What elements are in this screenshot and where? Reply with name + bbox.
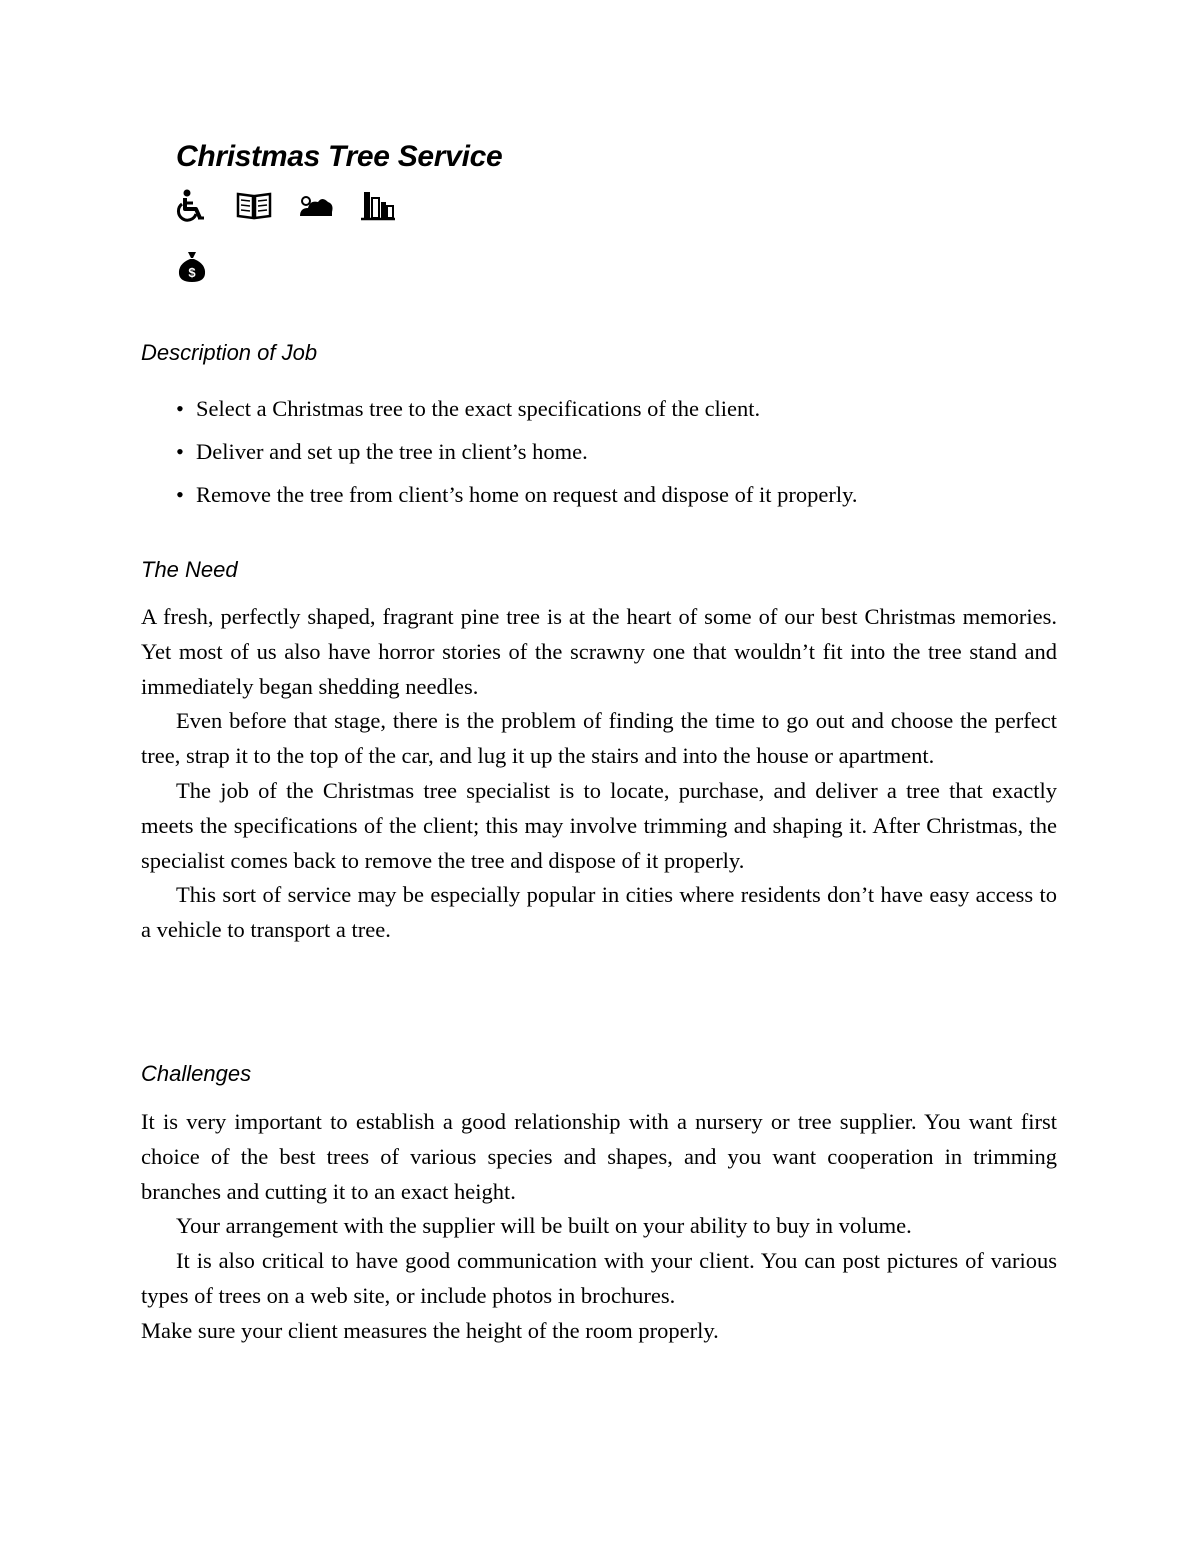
svg-text:$: $ xyxy=(188,265,196,280)
list-item: • Select a Christmas tree to the exact specifications of the client. xyxy=(176,396,761,421)
challenges-body xyxy=(141,1105,1057,1349)
list-item: • Deliver and set up the tree in client’s home. xyxy=(176,439,588,464)
paragraph: A fresh, perfectly shaped, fragrant pine tree is at the heart of some of our best Christmas memories. Yet most of us also have horror stories of the scrawny one that wouldn’t fit into the tree stand and immediately began shedding needles. xyxy=(141,604,1057,699)
paragraph: Make sure your client measures the height of the room properly. xyxy=(141,1317,719,1343)
paragraph: This sort of service may be especially popular in cities where residents don’t have easy access to a vehicle to transport a tree. xyxy=(141,882,1057,943)
page-title: Christmas Tree Service xyxy=(176,140,503,173)
paragraph: It is very important to establish a good relationship with a nursery or tree supplier. You want first choice of the best trees of various species and shapes, and you want cooperation in trimming branches and cutting it to an exact height. xyxy=(141,1109,1057,1204)
paragraph: The job of the Christmas tree specialist is to locate, purchase, and deliver a tree that exactly meets the specifications of the client; this may involve trimming and shaping it. After Christmas, the specialist comes back to remove the tree and dispose of it properly. xyxy=(141,777,1057,873)
icon-row-top xyxy=(174,188,396,222)
paragraph: It is also critical to have good communication with your client. You can post pictures of various types of trees on a web site, or include photos in brochures. xyxy=(141,1248,1057,1308)
paragraph: Your arrangement with the supplier will be built on your ability to buy in volume. xyxy=(176,1213,912,1239)
section-heading-description: Description of Job xyxy=(141,340,318,365)
city-icon xyxy=(360,188,396,222)
accessibility-icon xyxy=(174,188,210,222)
paragraph: Even before that stage, there is the problem of finding the time to go out and choose the perfect tree, strap it to the top of the car, and lug it up the stairs and into the house or apartment. xyxy=(141,708,1057,769)
list-item: • Remove the tree from client’s home on request and dispose of it properly. xyxy=(176,482,858,507)
description-bullet-list xyxy=(176,395,1076,524)
section-heading-challenges: Challenges xyxy=(141,1061,252,1086)
need-body xyxy=(141,600,1057,948)
icon-row-bottom xyxy=(174,250,210,284)
section-heading-need: The Need xyxy=(141,557,238,582)
book-icon xyxy=(236,188,272,222)
money-bag-icon xyxy=(174,250,210,284)
weather-icon xyxy=(298,188,334,222)
